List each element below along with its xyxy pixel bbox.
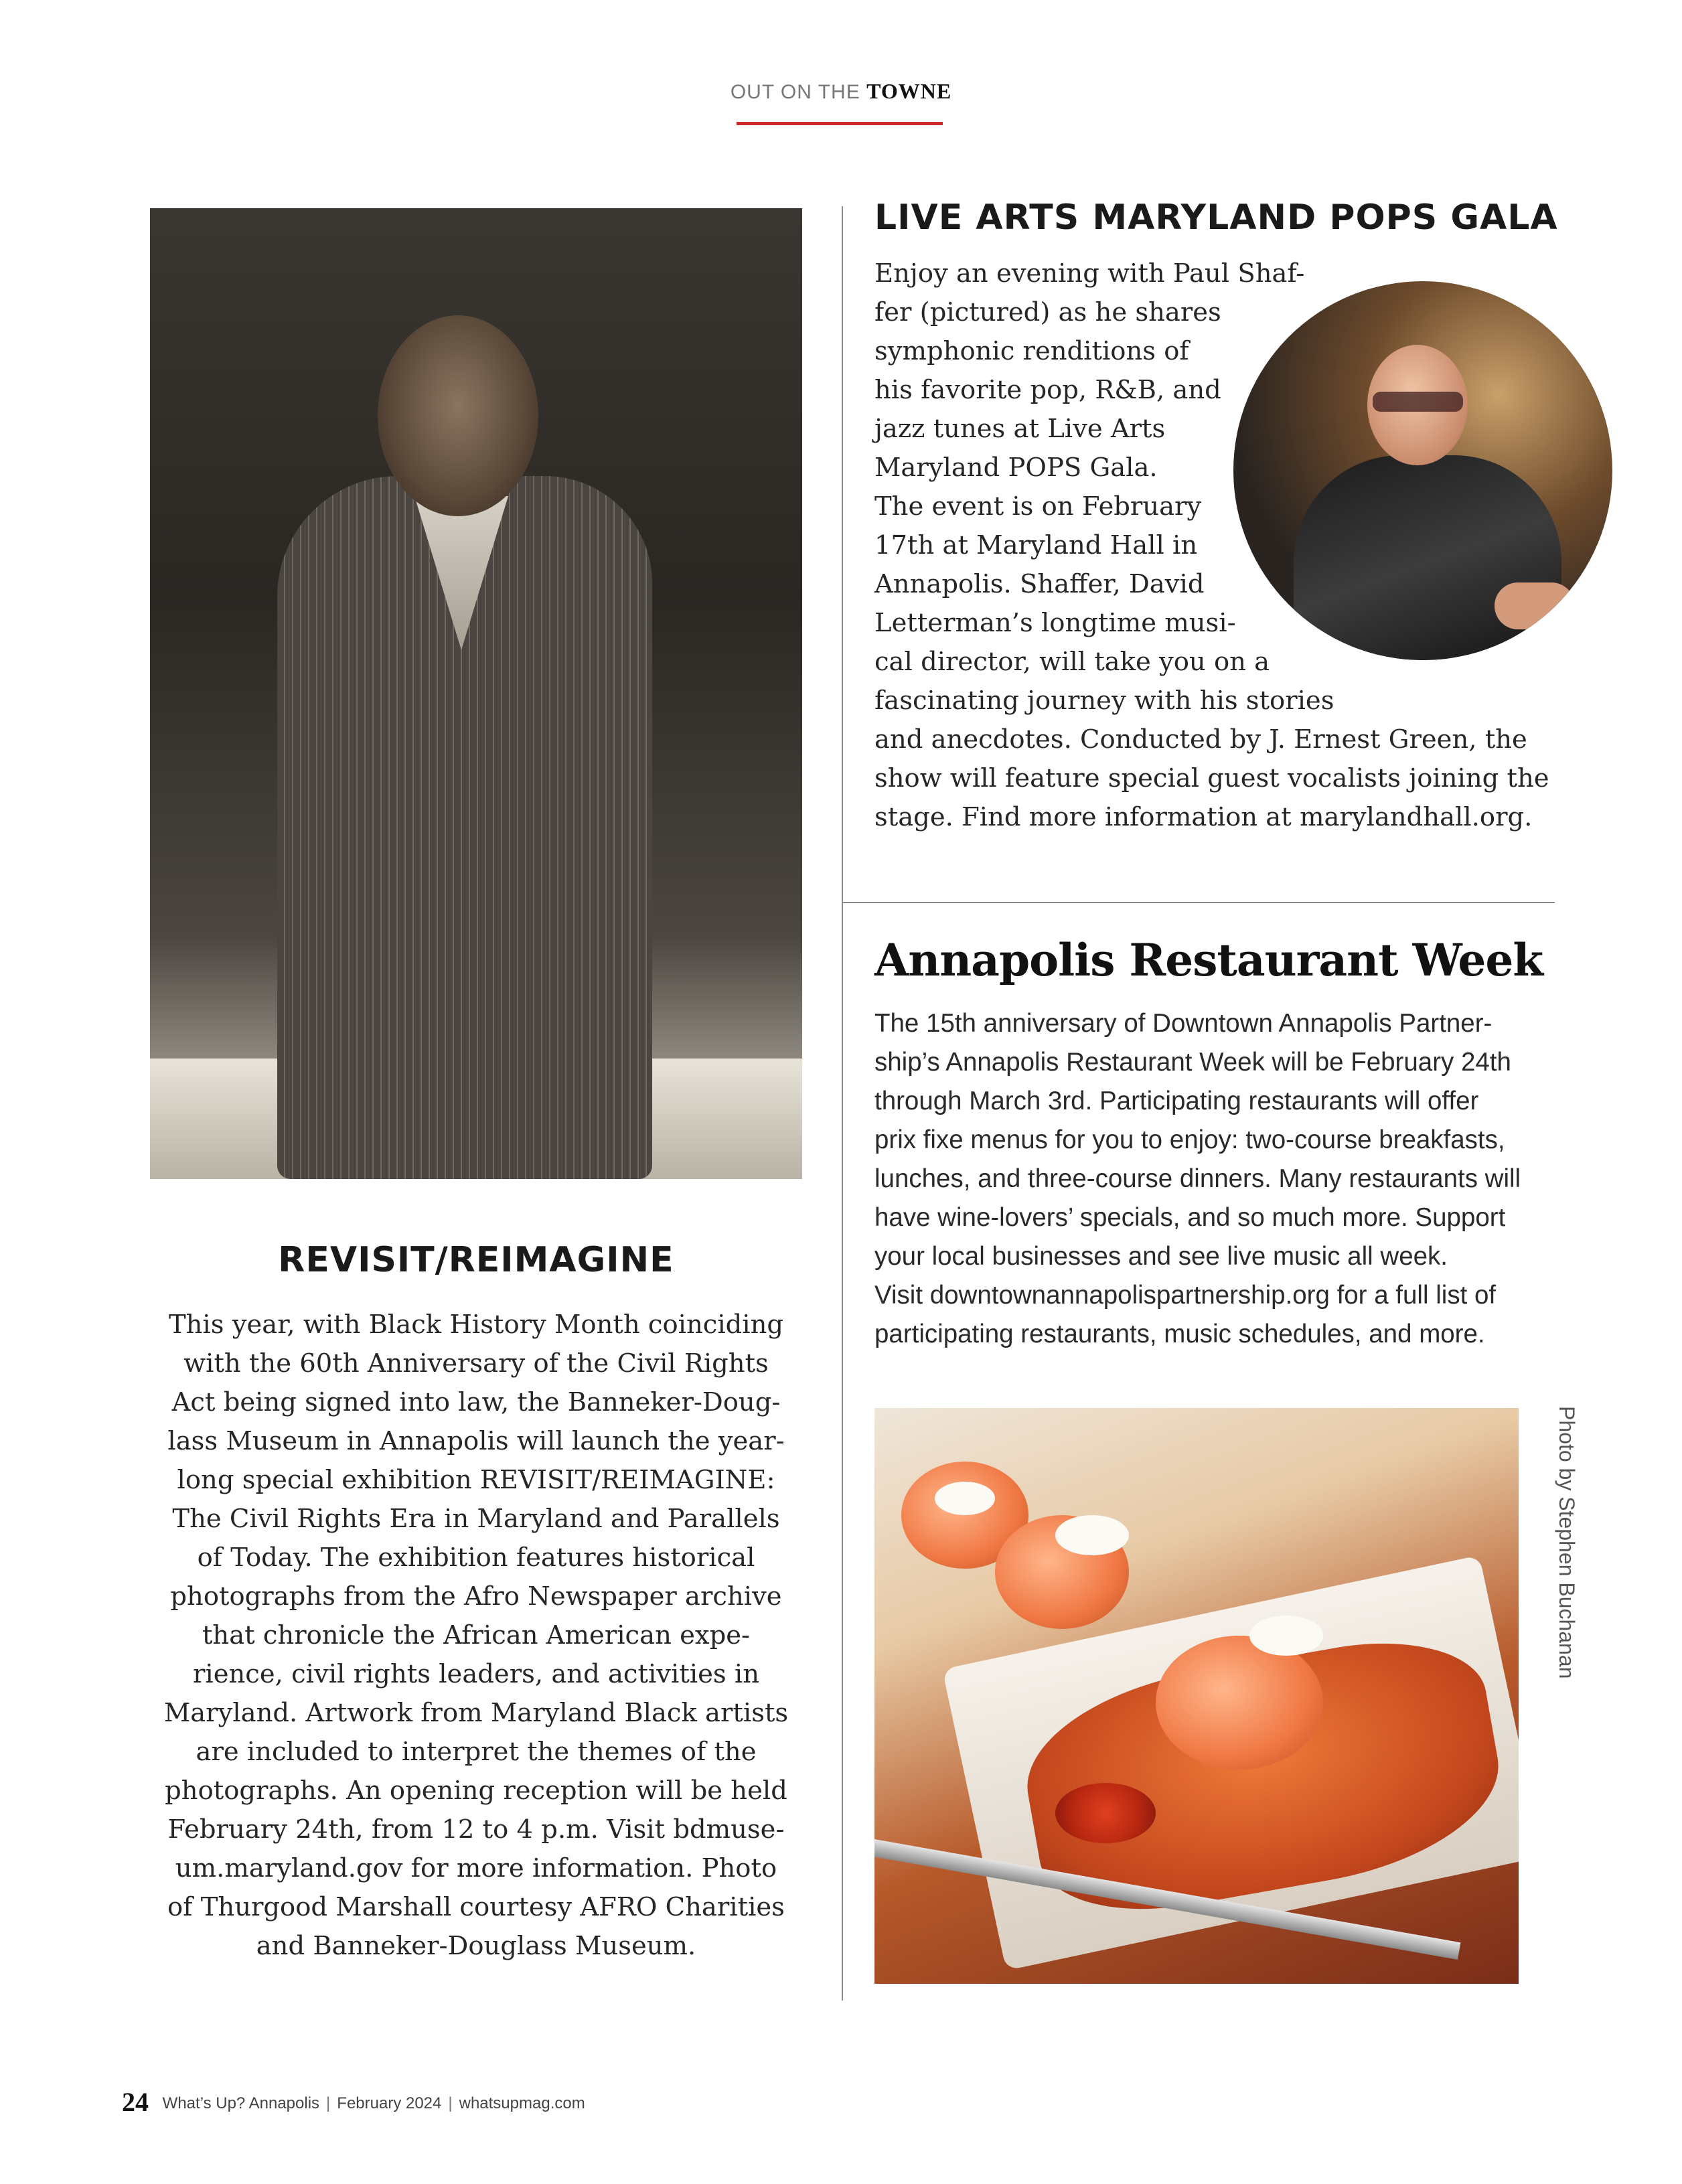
section-name: TOWNE [866,79,952,103]
restaurant-week-line: participating restaurants, music schedules, and more. [874,1320,1485,1348]
gala-line: show will feature special guest vocalists joining the [874,763,1549,793]
gala-line: Annapolis. Shaffer, David [874,569,1205,599]
revisit-line: The Civil Rights Era in Maryland and Parallels [172,1504,780,1534]
photo-creme-fraiche [935,1482,995,1515]
article-divider [842,902,1555,903]
gala-line: Enjoy an evening with Paul Shaf- [874,258,1305,289]
section-prefix: OUT ON THE [730,81,860,103]
gala-line: fer (pictured) as he shares [874,297,1221,327]
revisit-line: um.maryland.gov for more information. Photo [175,1853,777,1883]
restaurant-week-line: through March 3rd. Participating restaurants will offer [874,1087,1479,1115]
photo-credit [1552,1406,1579,1701]
gala-line: Letterman’s longtime musi- [874,608,1236,638]
revisit-line: long special exhibition REVISIT/REIMAGINE: [177,1465,775,1495]
footer-separator: | [448,2094,453,2112]
revisit-line: Act being signed into law, the Banneker-Doug- [171,1387,781,1417]
restaurant-week-title: Annapolis Restaurant Week [874,934,1543,986]
revisit-line: February 24th, from 12 to 4 p.m. Visit bdmuse- [167,1814,785,1845]
revisit-line: Maryland. Artwork from Maryland Black artists [163,1698,789,1728]
thurgood-marshall-photo [150,208,802,1179]
photo-salmon-roll [1156,1636,1323,1770]
gala-line: Maryland POPS Gala. [874,453,1158,483]
gala-line: symphonic renditions of [874,336,1189,366]
revisit-line: of Today. The exhibition features historical [197,1543,755,1573]
gala-line: 17th at Maryland Hall in [874,530,1198,560]
restaurant-week-line: have wine-lovers’ specials, and so much more. Support [874,1203,1506,1232]
gala-title: LIVE ARTS MARYLAND POPS GALA [874,198,1558,238]
restaurant-week-body [874,1004,1557,1354]
photo-head [378,315,538,516]
gala-line: his favorite pop, R&B, and [874,375,1221,405]
publication-name: What’s Up? Annapolis [162,2094,320,2112]
restaurant-week-line: your local businesses and see live music all week. [874,1242,1448,1271]
restaurant-week-line: lunches, and three-course dinners. Many restaurants will [874,1164,1521,1193]
revisit-line: that chronicle the African American expe- [202,1620,751,1650]
restaurant-week-line: Visit downtownannapolispartnership.org for a full list of [874,1281,1497,1310]
restaurant-week-line: ship’s Annapolis Restaurant Week will be February 24th [874,1048,1511,1077]
header-rule [737,122,943,125]
gala-line: cal director, will take you on a [874,647,1270,677]
gala-line: and anecdotes. Conducted by J. Ernest Green, the [874,724,1527,755]
gala-line: stage. Find more information at marylandhall.org. [874,802,1533,832]
revisit-line: photographs from the Afro Newspaper archive [170,1581,782,1612]
revisit-line: of Thurgood Marshall courtesy AFRO Charities [167,1892,785,1922]
revisit-line: lass Museum in Annapolis will launch the year- [167,1426,785,1456]
page-number: 24 [122,2087,149,2117]
section-header [0,79,1682,104]
gala-line: fascinating journey with his stories [874,686,1334,716]
revisit-body [150,1306,802,1966]
photo-credit-text: Photo by Stephen Buchanan [1555,1406,1579,1679]
gala-line: The event is on February [874,491,1202,522]
revisit-line: photographs. An opening reception will be held [165,1776,787,1806]
issue-date: February 2024 [337,2094,442,2112]
revisit-line: rience, civil rights leaders, and activities in [192,1659,760,1689]
gala-body [874,254,1549,837]
revisit-line: This year, with Black History Month coinciding [168,1310,784,1340]
photo-creme-fraiche [1249,1616,1323,1656]
restaurant-week-line: prix fixe menus for you to enjoy: two-course breakfasts, [874,1125,1505,1154]
gala-line: jazz tunes at Live Arts [874,414,1166,444]
revisit-line: with the 60th Anniversary of the Civil Rights [183,1348,769,1379]
footer-separator: | [326,2094,331,2112]
page-footer [122,2086,585,2118]
revisit-line: and Banneker-Douglass Museum. [256,1931,696,1961]
photo-caviar [1055,1783,1156,1843]
website: whatsupmag.com [459,2094,585,2112]
restaurant-week-line: The 15th anniversary of Downtown Annapolis Partner- [874,1009,1493,1038]
revisit-title: REVISIT/REIMAGINE [278,1240,674,1280]
column-divider [842,206,843,2001]
revisit-line: are included to interpret the themes of the [196,1737,757,1767]
smoked-salmon-dish-photo [874,1408,1519,1984]
photo-creme-fraiche [1055,1515,1129,1555]
